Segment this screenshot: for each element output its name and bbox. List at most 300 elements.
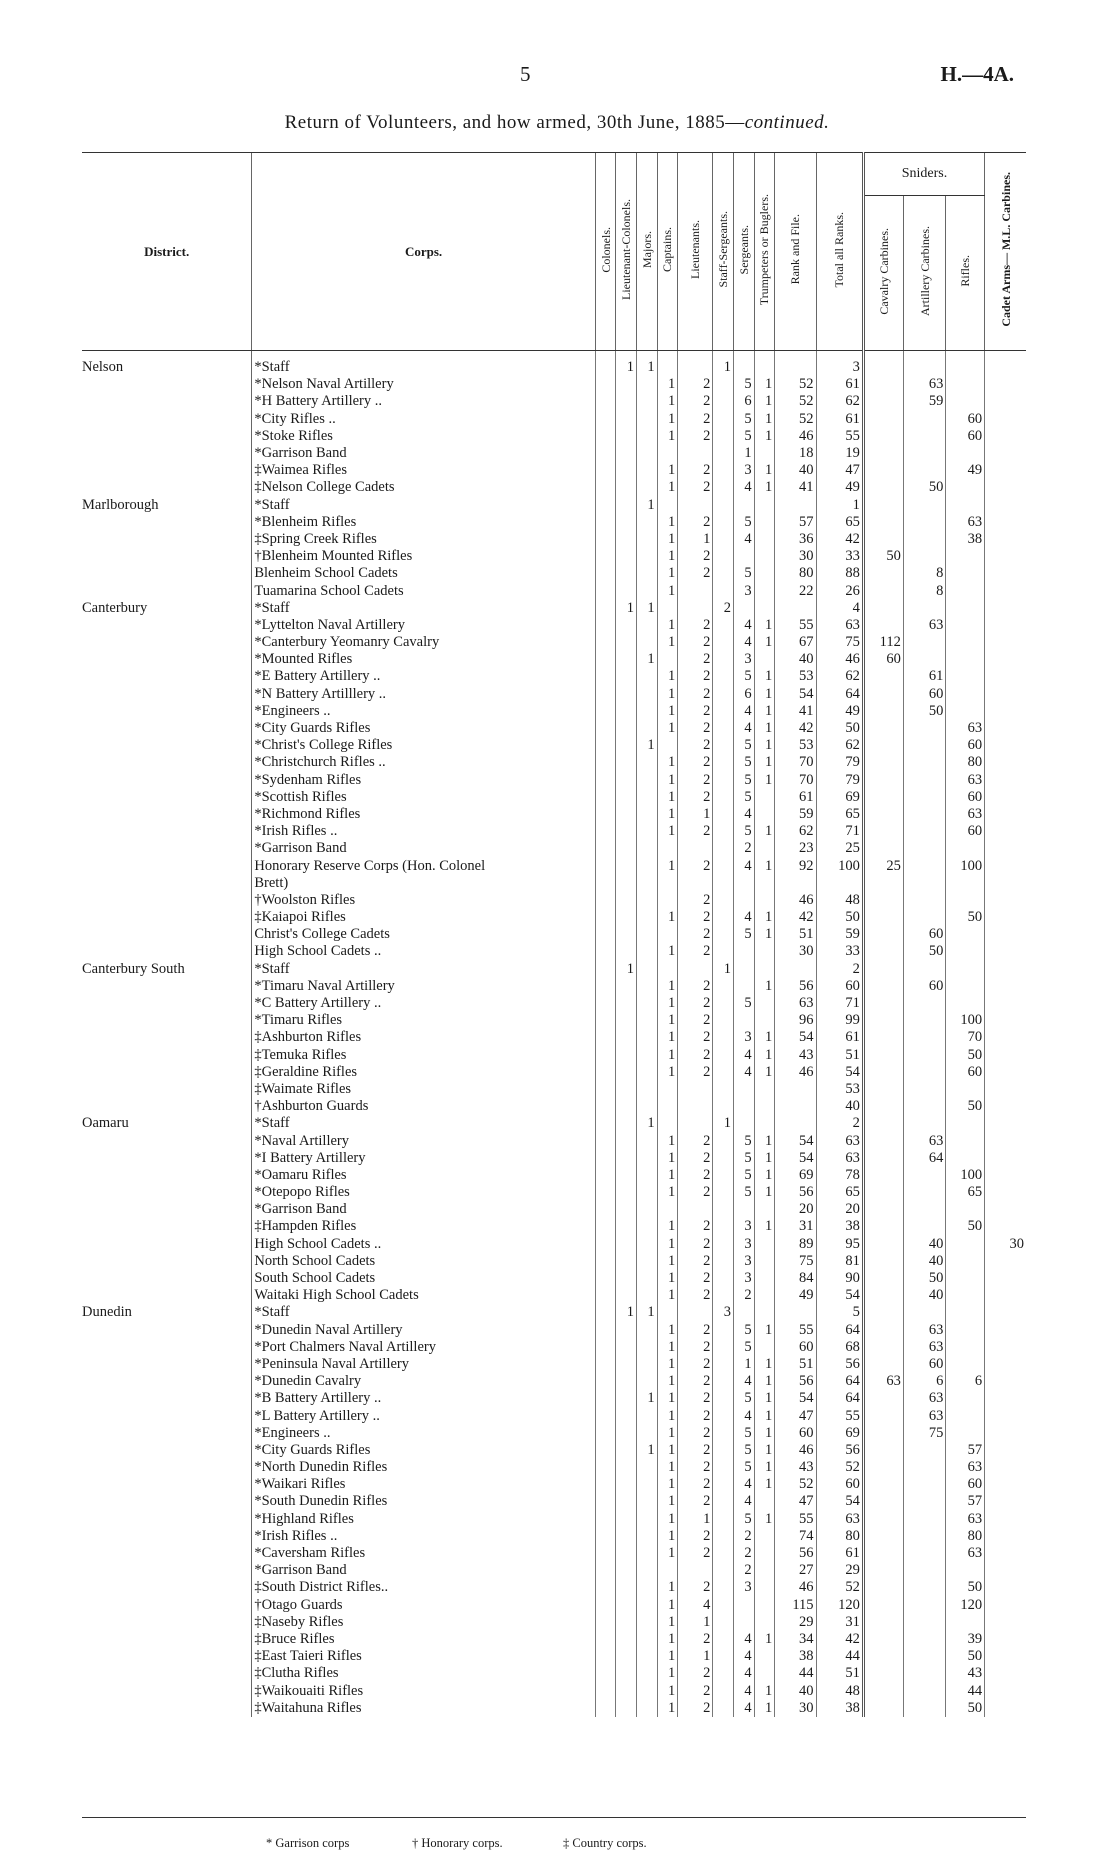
district-cell	[82, 1115, 252, 1132]
sniders-label: Sniders.	[901, 166, 948, 181]
value-cell: 2	[678, 1545, 713, 1562]
value-cell	[946, 961, 985, 978]
value-cell: 1	[657, 1184, 678, 1201]
district-name	[82, 1167, 88, 1183]
table-row	[82, 1545, 1026, 1562]
value-cell: 5	[734, 789, 755, 806]
value-cell	[595, 1390, 616, 1407]
value-cell: 5	[734, 754, 755, 771]
value-cell: 61	[775, 789, 816, 806]
value-cell: 112	[863, 634, 903, 651]
value-cell	[985, 1665, 1026, 1682]
value-cell	[636, 1356, 657, 1373]
value-cell	[754, 1493, 775, 1510]
value-cell: 23	[775, 840, 816, 857]
value-cell	[616, 1287, 637, 1304]
value-cell: 6	[946, 1373, 985, 1390]
table-row	[82, 1115, 1026, 1132]
value-cell	[863, 445, 903, 462]
corps-cell: *Lyttelton Naval Artillery	[252, 617, 595, 634]
col-header-label: Artillery Carbines.	[917, 226, 932, 316]
value-cell	[985, 548, 1026, 565]
district-cell	[82, 531, 252, 548]
district-cell	[82, 823, 252, 840]
corps-cell: ‡Ashburton Rifles	[252, 1029, 595, 1046]
value-cell	[903, 1665, 945, 1682]
col-header-label: Trumpeters or Buglers.	[757, 193, 772, 306]
title-main: Return of Volunteers, and how armed, 30th June, 1885—	[284, 112, 745, 133]
value-cell: 29	[775, 1614, 816, 1631]
value-cell: 1	[616, 1304, 637, 1321]
corps-cell: Brett)	[252, 875, 595, 892]
value-cell	[616, 1047, 637, 1064]
value-cell	[616, 462, 637, 479]
value-cell	[863, 479, 903, 496]
value-cell	[616, 1184, 637, 1201]
table-row	[82, 668, 1026, 685]
value-cell	[863, 720, 903, 737]
value-cell	[713, 1047, 734, 1064]
district-name	[82, 1683, 88, 1699]
value-cell	[903, 1476, 945, 1493]
value-cell: 5	[734, 772, 755, 789]
value-cell: 1	[657, 1459, 678, 1476]
value-cell: 40	[903, 1236, 945, 1253]
corps-cell: Tuamarina School Cadets	[252, 582, 595, 599]
value-cell	[636, 772, 657, 789]
value-cell: 36	[775, 531, 816, 548]
table-row	[82, 428, 1026, 445]
value-cell: 5	[734, 376, 755, 393]
value-cell	[636, 875, 657, 892]
value-cell: 2	[678, 1012, 713, 1029]
corps-cell: *Highland Rifles	[252, 1511, 595, 1528]
corps-cell: *Irish Rifles ..	[252, 823, 595, 840]
value-cell	[713, 840, 734, 857]
value-cell	[713, 1493, 734, 1510]
corps-cell: *Blenheim Rifles	[252, 514, 595, 531]
value-cell	[657, 1562, 678, 1579]
value-cell	[754, 1528, 775, 1545]
table-row	[82, 393, 1026, 410]
value-cell	[595, 1682, 616, 1699]
col-header-label: Staff-Sergeants.	[716, 211, 731, 288]
value-cell: 2	[678, 1339, 713, 1356]
value-cell	[863, 1597, 903, 1614]
value-cell	[713, 1390, 734, 1407]
value-cell: 50	[946, 909, 985, 926]
value-cell	[903, 789, 945, 806]
col-header-label: Total all Ranks.	[832, 211, 847, 288]
table-row	[82, 1081, 1026, 1098]
value-cell	[657, 1115, 678, 1132]
table-row	[82, 943, 1026, 960]
value-cell	[985, 1012, 1026, 1029]
value-cell	[985, 497, 1026, 514]
value-cell	[678, 445, 713, 462]
value-cell: 31	[775, 1218, 816, 1235]
value-cell: 2	[713, 600, 734, 617]
col-header	[903, 196, 945, 351]
value-cell: 5	[734, 1511, 755, 1528]
value-cell	[713, 445, 734, 462]
value-cell: 2	[678, 892, 713, 909]
value-cell	[595, 1322, 616, 1339]
value-cell	[636, 514, 657, 531]
value-cell	[754, 1648, 775, 1665]
value-cell	[595, 1167, 616, 1184]
col-header	[595, 153, 616, 351]
value-cell	[863, 531, 903, 548]
value-cell: 62	[816, 668, 863, 685]
value-cell	[713, 1545, 734, 1562]
value-cell	[863, 1682, 903, 1699]
value-cell	[678, 1098, 713, 1115]
value-cell	[946, 892, 985, 909]
value-cell: 1	[657, 995, 678, 1012]
value-cell	[754, 1665, 775, 1682]
corps-cell: *B Battery Artillery ..	[252, 1390, 595, 1407]
value-cell	[903, 1029, 945, 1046]
corps-cell: ‡Waikouaiti Rifles	[252, 1682, 595, 1699]
value-cell	[863, 1064, 903, 1081]
value-cell	[636, 943, 657, 960]
value-cell	[754, 1270, 775, 1287]
value-cell	[985, 582, 1026, 599]
value-cell: 67	[775, 634, 816, 651]
footnote-honorary: † Honorary corps.	[412, 1836, 503, 1850]
value-cell	[985, 857, 1026, 874]
district-name	[82, 393, 88, 409]
value-cell: 80	[946, 754, 985, 771]
value-cell	[863, 1562, 903, 1579]
value-cell: 5	[734, 737, 755, 754]
value-cell	[863, 995, 903, 1012]
corps-cell: *City Guards Rifles	[252, 1442, 595, 1459]
value-cell: 63	[816, 1132, 863, 1149]
value-cell	[985, 565, 1026, 582]
value-cell	[903, 892, 945, 909]
corps-cell: †Woolston Rifles	[252, 892, 595, 909]
value-cell: 53	[775, 737, 816, 754]
value-cell: 59	[903, 393, 945, 410]
value-cell: 1	[657, 1029, 678, 1046]
value-cell	[713, 1700, 734, 1717]
value-cell	[946, 1339, 985, 1356]
value-cell	[616, 1356, 637, 1373]
value-cell: 1	[713, 961, 734, 978]
value-cell: 29	[816, 1562, 863, 1579]
value-cell: 75	[775, 1253, 816, 1270]
district-name	[82, 926, 88, 942]
value-cell	[657, 840, 678, 857]
value-cell: 1	[754, 634, 775, 651]
value-cell	[636, 1528, 657, 1545]
value-cell: 50	[946, 1218, 985, 1235]
value-cell	[985, 1064, 1026, 1081]
value-cell: 60	[946, 789, 985, 806]
value-cell: 2	[678, 1528, 713, 1545]
value-cell	[985, 1322, 1026, 1339]
corps-cell: *Otepopo Rifles	[252, 1184, 595, 1201]
table-row	[82, 1047, 1026, 1064]
district-name	[82, 565, 88, 581]
value-cell: 1	[754, 1373, 775, 1390]
value-cell: 47	[775, 1493, 816, 1510]
value-cell	[863, 1081, 903, 1098]
value-cell: 1	[754, 1218, 775, 1235]
value-cell	[636, 376, 657, 393]
value-cell	[985, 1597, 1026, 1614]
value-cell	[775, 1115, 816, 1132]
value-cell: 2	[678, 978, 713, 995]
value-cell	[863, 1270, 903, 1287]
value-cell: 1	[657, 1167, 678, 1184]
value-cell: 38	[816, 1700, 863, 1717]
value-cell	[636, 1373, 657, 1390]
district-name	[82, 1597, 88, 1613]
corps-cell: ‡South District Rifles..	[252, 1579, 595, 1596]
value-cell: 84	[775, 1270, 816, 1287]
value-cell	[595, 651, 616, 668]
value-cell: 2	[678, 686, 713, 703]
value-cell: 1	[657, 1270, 678, 1287]
value-cell: 3	[734, 1218, 755, 1235]
district-cell	[82, 1236, 252, 1253]
value-cell	[713, 565, 734, 582]
corps-cell: Waitaki High School Cadets	[252, 1287, 595, 1304]
district-cell	[82, 1098, 252, 1115]
value-cell	[863, 1115, 903, 1132]
col-header-label: Rifles.	[958, 255, 973, 287]
value-cell	[734, 497, 755, 514]
value-cell: 1	[657, 1322, 678, 1339]
district-cell	[82, 651, 252, 668]
table-row	[82, 1201, 1026, 1218]
district-name	[82, 1545, 88, 1561]
value-cell: 4	[816, 600, 863, 617]
value-cell: 65	[946, 1184, 985, 1201]
value-cell	[713, 1150, 734, 1167]
value-cell: 63	[816, 617, 863, 634]
value-cell	[863, 737, 903, 754]
value-cell: 52	[816, 1459, 863, 1476]
page-number: 5	[520, 62, 531, 86]
value-cell	[636, 1339, 657, 1356]
value-cell: 1	[754, 737, 775, 754]
value-cell: 2	[678, 1287, 713, 1304]
value-cell	[595, 1304, 616, 1321]
table-row	[82, 1064, 1026, 1081]
value-cell	[713, 1442, 734, 1459]
value-cell	[595, 1236, 616, 1253]
value-cell: 50	[946, 1098, 985, 1115]
value-cell	[616, 823, 637, 840]
value-cell: 63	[946, 806, 985, 823]
value-cell: 2	[678, 1236, 713, 1253]
value-cell	[595, 1545, 616, 1562]
value-cell: 1	[754, 1700, 775, 1717]
district-cell	[82, 1201, 252, 1218]
value-cell	[863, 1614, 903, 1631]
value-cell	[985, 1614, 1026, 1631]
table-row	[82, 1528, 1026, 1545]
value-cell: 1	[657, 411, 678, 428]
district-cell	[82, 1493, 252, 1510]
value-cell	[595, 1648, 616, 1665]
table-row	[82, 875, 1026, 892]
value-cell: 55	[775, 617, 816, 634]
district-name	[82, 1356, 88, 1372]
corps-cell: *Timaru Naval Artillery	[252, 978, 595, 995]
district-cell	[82, 840, 252, 857]
value-cell	[903, 961, 945, 978]
value-cell	[775, 875, 816, 892]
value-cell	[754, 789, 775, 806]
value-cell: 4	[678, 1597, 713, 1614]
value-cell	[985, 1218, 1026, 1235]
district-name	[82, 1098, 88, 1114]
value-cell	[713, 1184, 734, 1201]
value-cell	[903, 1442, 945, 1459]
value-cell: 1	[636, 600, 657, 617]
value-cell: 1	[754, 393, 775, 410]
value-cell	[863, 772, 903, 789]
value-cell: 1	[657, 1579, 678, 1596]
corps-cell: *Staff	[252, 961, 595, 978]
corps-cell: *Garrison Band	[252, 1562, 595, 1579]
value-cell: 1	[636, 1442, 657, 1459]
table-body	[82, 351, 1026, 1717]
value-cell	[985, 1545, 1026, 1562]
value-cell: 60	[946, 1064, 985, 1081]
value-cell	[775, 1098, 816, 1115]
value-cell: 1	[657, 909, 678, 926]
value-cell	[985, 411, 1026, 428]
value-cell: 1	[657, 1047, 678, 1064]
table-row	[82, 548, 1026, 565]
value-cell: 50	[946, 1579, 985, 1596]
value-cell	[985, 1287, 1026, 1304]
value-cell	[985, 1648, 1026, 1665]
value-cell: 60	[946, 428, 985, 445]
col-header-label: Lieutenant-Colonels.	[619, 199, 634, 300]
value-cell: 2	[678, 1132, 713, 1149]
value-cell: 42	[775, 720, 816, 737]
value-cell	[985, 1047, 1026, 1064]
value-cell	[616, 1665, 637, 1682]
value-cell: 80	[816, 1528, 863, 1545]
value-cell: 48	[816, 1682, 863, 1699]
value-cell	[946, 943, 985, 960]
value-cell	[754, 1304, 775, 1321]
value-cell	[713, 1614, 734, 1631]
value-cell: 62	[816, 393, 863, 410]
district-cell	[82, 789, 252, 806]
value-cell: 5	[734, 1322, 755, 1339]
value-cell	[713, 651, 734, 668]
district-cell	[82, 1442, 252, 1459]
value-cell	[616, 1270, 637, 1287]
district-name	[82, 995, 88, 1011]
corps-cell: *Engineers ..	[252, 1425, 595, 1442]
district-cell	[82, 445, 252, 462]
value-cell: 4	[734, 531, 755, 548]
value-cell: 1	[754, 1322, 775, 1339]
district-cell	[82, 1407, 252, 1424]
value-cell	[946, 875, 985, 892]
value-cell	[946, 651, 985, 668]
district-cell	[82, 926, 252, 943]
value-cell	[616, 497, 637, 514]
value-cell	[985, 668, 1026, 685]
value-cell	[903, 411, 945, 428]
value-cell	[616, 1579, 637, 1596]
district-cell	[82, 1029, 252, 1046]
value-cell: 63	[903, 1132, 945, 1149]
value-cell	[636, 892, 657, 909]
value-cell	[616, 737, 637, 754]
table-row	[82, 351, 1026, 377]
value-cell	[616, 754, 637, 771]
value-cell	[595, 772, 616, 789]
value-cell	[734, 351, 755, 377]
value-cell	[946, 582, 985, 599]
value-cell	[595, 857, 616, 874]
table-row	[82, 651, 1026, 668]
value-cell: 2	[678, 1167, 713, 1184]
district-name	[82, 411, 88, 427]
value-cell	[595, 565, 616, 582]
value-cell	[678, 875, 713, 892]
value-cell: 99	[816, 1012, 863, 1029]
district-name	[82, 686, 88, 702]
value-cell	[713, 1528, 734, 1545]
value-cell: 2	[678, 617, 713, 634]
corps-cell: *Caversham Rifles	[252, 1545, 595, 1562]
value-cell: 74	[775, 1528, 816, 1545]
value-cell: 47	[775, 1407, 816, 1424]
value-cell	[946, 703, 985, 720]
district-name	[82, 1184, 88, 1200]
value-cell	[985, 1682, 1026, 1699]
value-cell: 61	[816, 411, 863, 428]
value-cell: 1	[754, 668, 775, 685]
value-cell: 60	[903, 926, 945, 943]
corps-cell: ‡Naseby Rifles	[252, 1614, 595, 1631]
value-cell	[713, 823, 734, 840]
value-cell	[616, 1528, 637, 1545]
value-cell	[734, 892, 755, 909]
table-row	[82, 1339, 1026, 1356]
value-cell: 2	[678, 393, 713, 410]
sniders-header	[863, 153, 984, 196]
value-cell: 120	[816, 1597, 863, 1614]
title-continued: continued.	[744, 112, 830, 133]
value-cell: 1	[657, 789, 678, 806]
value-cell	[657, 1081, 678, 1098]
value-cell	[985, 1579, 1026, 1596]
district-cell	[82, 995, 252, 1012]
col-header	[775, 153, 816, 351]
value-cell: 63	[946, 514, 985, 531]
col-header-label: Cavalry Carbines.	[876, 227, 891, 315]
value-cell: 60	[946, 1476, 985, 1493]
value-cell: 1	[713, 1115, 734, 1132]
value-cell	[754, 1253, 775, 1270]
value-cell: 2	[678, 634, 713, 651]
value-cell: 75	[816, 634, 863, 651]
